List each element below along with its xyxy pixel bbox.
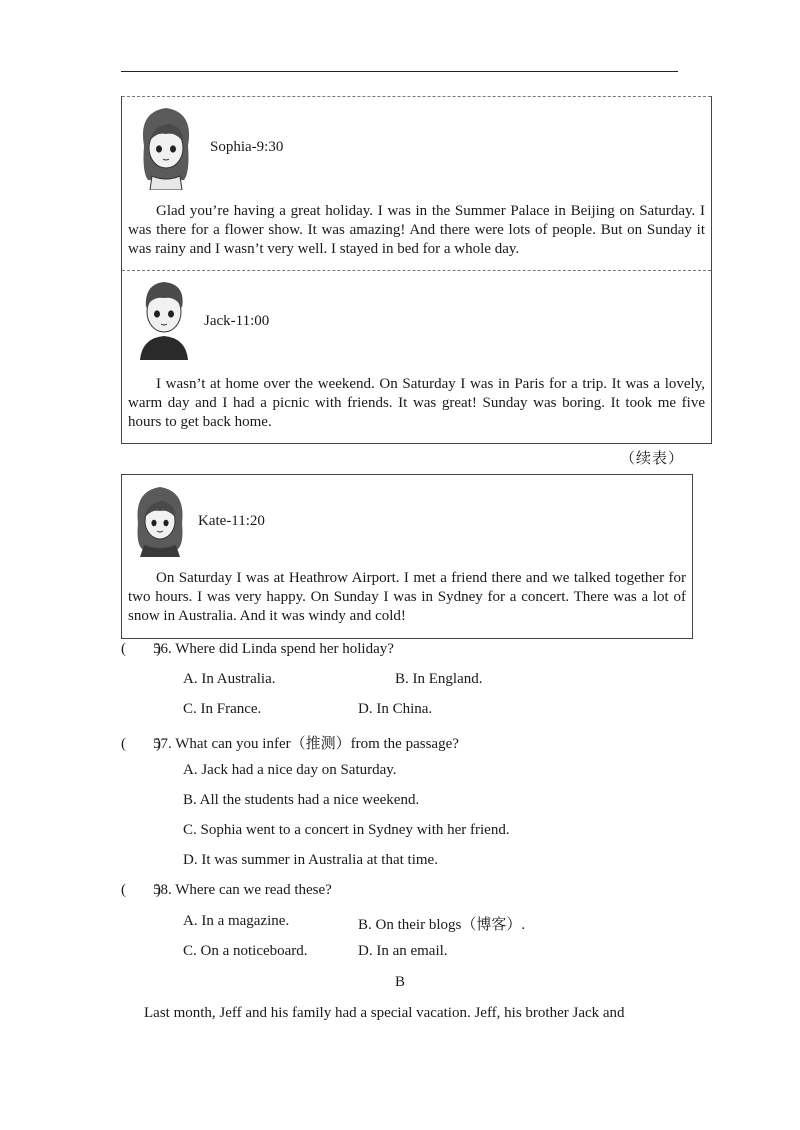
section-heading: B bbox=[395, 974, 406, 990]
question-stem: 57. What can you infer（推测）from the passage? bbox=[153, 736, 459, 752]
question-stem: 58. Where can we read these? bbox=[153, 882, 332, 898]
option-a: A. In Australia. bbox=[183, 671, 276, 687]
question-57 bbox=[121, 732, 459, 753]
option-a: A. In a magazine. bbox=[183, 913, 290, 929]
passage-paragraph: Last month, Jeff and his family had a special vacation. Jeff, his brother Jack and bbox=[144, 1005, 625, 1021]
answer-blank[interactable]: ( ) bbox=[121, 882, 161, 898]
answer-blank[interactable]: ( ) bbox=[121, 736, 161, 752]
sender-name: Jack-11:00 bbox=[204, 313, 270, 329]
sender-name: Kate-11:20 bbox=[198, 513, 265, 529]
question-56 bbox=[121, 641, 394, 658]
sender-name: Sophia-9:30 bbox=[210, 139, 284, 155]
answer-blank[interactable]: ( ) bbox=[121, 641, 161, 657]
message-text: On Saturday I was at Heathrow Airport. I met a friend there and we talked together for two hours. I was very happy. On Sunday I was in Sydney for a concert. There was a lot of snow in Australia. And it was windy and cold! bbox=[128, 570, 686, 624]
message-text: Glad you’re having a great holiday. I was in the Summer Palace in Beijing on Saturday. I was there for a flower show. It was amazing! And there were lots of people. But on Sunday it was rainy and I wasn’t very well. I stayed in bed for a whole day. bbox=[128, 203, 705, 257]
dashed-divider bbox=[122, 270, 711, 271]
option-b: B. All the students had a nice weekend. bbox=[183, 792, 420, 808]
option-c: C. In France. bbox=[183, 701, 262, 717]
option-d: D. In an email. bbox=[358, 943, 448, 959]
header-rule bbox=[121, 71, 678, 72]
option-d: D. In China. bbox=[358, 701, 433, 717]
kate-avatar-icon bbox=[128, 483, 192, 557]
message-table-part-1 bbox=[121, 96, 712, 444]
question-58 bbox=[121, 882, 332, 899]
option-c: C. Sophia went to a concert in Sydney with her friend. bbox=[183, 822, 510, 838]
option-a: A. Jack had a nice day on Saturday. bbox=[183, 762, 397, 778]
question-stem: 56. Where did Linda spend her holiday? bbox=[153, 641, 394, 657]
message-table-part-2 bbox=[121, 474, 693, 639]
option-b: B. In England. bbox=[395, 671, 483, 687]
continued-label: （续表） bbox=[620, 451, 685, 467]
sophia-avatar-icon bbox=[130, 102, 202, 190]
dashed-divider bbox=[122, 96, 711, 97]
option-c: C. On a noticeboard. bbox=[183, 943, 308, 959]
jack-avatar-icon bbox=[136, 276, 192, 360]
option-b: B. On their blogs（博客）. bbox=[358, 917, 526, 933]
option-d: D. It was summer in Australia at that time. bbox=[183, 852, 438, 868]
message-text: I wasn’t at home over the weekend. On Saturday I was in Paris for a trip. It was a lovely, warm day and I had a picnic with friends. It was great! Sunday was boring. It took me five hours to get back home. bbox=[128, 376, 705, 430]
